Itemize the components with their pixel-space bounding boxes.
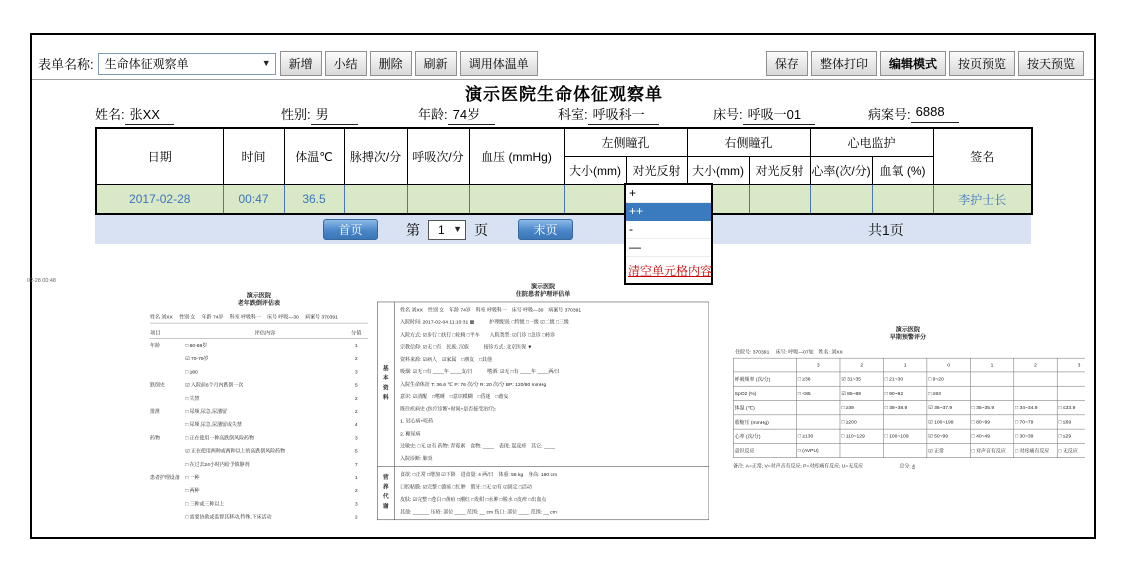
vitals-cell[interactable]: 2017-02-28	[96, 185, 223, 215]
preview1-row	[150, 444, 368, 457]
toolbar-button[interactable]: 保存	[766, 51, 808, 76]
vitals-cell[interactable]: 00:47	[223, 185, 284, 215]
preview1-item: □ ≥80	[185, 368, 198, 375]
preview1-category	[150, 391, 185, 404]
vitals-header: 签名	[933, 128, 1032, 185]
patient-field-value: 呼吸一01	[743, 104, 815, 125]
preview1-row	[150, 484, 368, 497]
preview3-cell: □ 34~34.9	[1014, 400, 1057, 414]
preview-nursing-assessment-form[interactable]	[377, 283, 709, 535]
preview1-score: 2	[354, 395, 358, 401]
preview1-row	[150, 418, 368, 431]
preview1-col-score: 分值	[351, 329, 362, 336]
preview3-row	[733, 400, 1085, 414]
preview3-cell: □ 40~49	[970, 429, 1013, 443]
preview3-cell: 心率 (次/分)	[733, 429, 796, 443]
preview3-cell: ☑ 31~35	[840, 372, 883, 386]
patient-field	[95, 104, 174, 125]
preview3-cell: □ ≥39	[840, 400, 883, 414]
vitals-header: 日期	[96, 128, 223, 185]
preview3-cell: □ 21~30	[883, 372, 926, 386]
preview1-row	[150, 510, 368, 523]
chevron-down-icon: ▼	[453, 224, 462, 234]
preview2-section2-label: 营养代谢	[378, 467, 395, 520]
preview3-header-cell: 3	[1057, 358, 1085, 372]
preview3-cell: □ 110~129	[840, 429, 883, 443]
vitals-cell[interactable]	[564, 185, 626, 215]
preview3-cell: □ ≤33.9	[1057, 400, 1085, 414]
preview1-score: 4	[354, 421, 358, 428]
preview1-row	[150, 457, 368, 470]
preview2-line: 资料来源: ☑病人 ☑家属 □朋友 □其他	[400, 356, 492, 362]
vitals-header: 呼吸次/分	[407, 128, 469, 185]
preview3-header-cell: 3	[797, 358, 840, 372]
preview2-section2-lines	[395, 467, 709, 520]
preview2-form-box	[377, 301, 709, 520]
vitals-cell[interactable]	[344, 185, 407, 215]
form-select-value: 生命体征观察单	[104, 57, 189, 71]
patient-field-label: 性别:	[281, 107, 311, 122]
toolbar-button[interactable]: 新增	[280, 51, 322, 76]
vitals-group-header: 左侧瞳孔	[564, 128, 687, 157]
vitals-header: 时间	[223, 128, 284, 185]
preview2-line: 宗教信仰: ☑无 □有 民族: 汉族 接诊方式: 北京医保 ▼	[400, 344, 533, 350]
preview3-header-cell	[733, 358, 796, 372]
preview3-cell	[883, 415, 926, 429]
preview1-item: ☑ 正在使用两种或两种以上的高跌倒风险药物	[185, 447, 286, 454]
toolbar-button[interactable]: 调用体温单	[460, 51, 538, 76]
preview3-cell: □ 90~92	[883, 386, 926, 400]
preview2-line: 吸烟: ☑无 □有 ____年 ____支/日 嗜酒: ☑无 □有 ____年 ____两/日	[400, 368, 560, 375]
preview3-cell: ☑ 36~37.9	[927, 400, 970, 414]
page-suffix-label: 页	[474, 221, 488, 238]
chevron-down-icon: ▼	[261, 58, 271, 68]
preview1-item: □ 尿频,尿急,尿潴留	[185, 408, 227, 414]
preview3-content	[733, 326, 1083, 469]
preview3-cell: 收缩压 (mmHg)	[733, 415, 796, 429]
cell-options-dropdown	[624, 183, 713, 285]
patient-field-label: 科室:	[558, 107, 588, 122]
vitals-group-header: 右侧瞳孔	[687, 128, 810, 157]
vitals-subheader: 大小(mm)	[564, 157, 626, 185]
preview1-score: 5	[354, 381, 358, 388]
vitals-data-row	[96, 185, 1032, 215]
preview3-footnote: 备注: A=正常; V=对声音有反应; P=对疼痛有反应; U=无反应	[733, 462, 864, 469]
preview2-line: 其他: ______ 压疮: 部位 ____ 范围: __ cm 伤口: 部位 ____ 范围: __ cm	[400, 508, 557, 515]
preview1-patient-line: 姓名 刘XX 性别 女 年龄 74岁 科室 呼吸科一 床号 呼吸—30 病案号 370391	[150, 313, 368, 323]
preview3-cell: □ 无反应	[1057, 443, 1085, 457]
vitals-header: 体温℃	[284, 128, 344, 185]
toolbar-left	[38, 51, 538, 76]
preview1-content	[150, 292, 368, 523]
preview3-cell: ☑ 100~199	[927, 415, 970, 429]
preview3-row	[733, 429, 1085, 443]
preview3-cell: □ 100~109	[883, 429, 926, 443]
dropdown-option[interactable]: —	[626, 239, 711, 257]
preview3-hospital-title: 演示医院	[895, 326, 920, 334]
preview3-cell: □ (AVPU)	[797, 443, 840, 457]
toolbar-button[interactable]: 整体打印	[811, 51, 877, 76]
last-page-button[interactable]: 末页	[518, 219, 573, 240]
preview3-cell: □ ≥130	[797, 429, 840, 443]
preview1-score: 3	[354, 434, 358, 441]
patient-field	[868, 104, 959, 123]
page-number-value: 1	[438, 222, 445, 237]
preview3-cell	[970, 372, 1013, 386]
toolbar-left-buttons	[280, 51, 538, 76]
preview1-score: 7	[354, 461, 358, 467]
vitals-cell[interactable]	[407, 185, 469, 215]
preview3-cell	[797, 400, 840, 414]
preview2-line: 过敏史: □无 ☑有 药物: 青霉素 食物: ____ 表现: 起皮疹 其它: ____	[400, 443, 555, 449]
preview2-content	[377, 283, 709, 520]
toolbar-button[interactable]: 按页预览	[949, 51, 1015, 76]
preview3-cell	[883, 443, 926, 457]
patient-field-value: 张XX	[125, 104, 174, 125]
preview3-cell	[1057, 372, 1085, 386]
first-page-button[interactable]: 首页	[323, 219, 378, 240]
preview2-section-nutrition	[378, 466, 709, 519]
preview2-line: 食欲: □正常 □增加 ☑下降 进食量: 4 两/日 体重: 56 kg 身高: 160 cm	[400, 471, 558, 478]
preview2-line: 1. 冠心病+吃药	[400, 418, 434, 424]
vitals-subheader: 对光反射	[626, 157, 687, 185]
preview3-score-table	[733, 358, 1085, 458]
preview2-form-title: 住院患者护理评估单	[515, 291, 571, 299]
preview1-item: ☑ 入院前6个月内跌倒一次	[185, 381, 244, 388]
preview3-row	[733, 372, 1085, 386]
patient-field-value: 6888	[911, 104, 959, 123]
preview1-col-project: 项目	[150, 329, 161, 336]
patient-field	[558, 104, 659, 125]
preview1-category	[150, 497, 185, 510]
dropdown-option[interactable]: +	[626, 185, 711, 203]
preview1-category	[150, 352, 185, 365]
preview1-category	[150, 510, 185, 523]
vitals-cell[interactable]: 李护士长	[933, 185, 1032, 215]
preview1-item: □ 三种或三种以上	[185, 500, 225, 507]
vitals-subheader: 对光反射	[749, 157, 810, 185]
preview3-cell	[1014, 372, 1057, 386]
preview2-section1-label: 基本资料	[378, 302, 395, 466]
preview1-hospital-title: 演示医院	[246, 292, 271, 300]
toolbar-button[interactable]: 按天预览	[1018, 51, 1084, 76]
preview3-cell	[970, 386, 1013, 400]
preview3-cell: ☑ 50~99	[927, 429, 970, 443]
preview3-cell: □ ≥200	[840, 415, 883, 429]
patient-field-label: 年龄:	[418, 107, 448, 122]
preview1-item: □ 需要协助或监督其移动,特殊,下床活动	[185, 513, 272, 520]
vitals-cell[interactable]	[749, 185, 810, 215]
preview2-line: 意识: ☑清醒 □嗜睡 □意识模糊 □昏迷 □谵妄	[400, 393, 509, 400]
preview1-category: 排泄	[150, 408, 160, 414]
preview1-row	[150, 339, 368, 352]
preview1-score: 2	[354, 408, 358, 414]
vitals-cell[interactable]: 36.5	[284, 185, 344, 215]
preview1-item: □ 60-69岁	[185, 342, 208, 348]
patient-field	[418, 104, 495, 125]
preview1-category: 年龄	[150, 342, 160, 348]
vitals-subheader: 大小(mm)	[687, 157, 749, 185]
preview1-score: 1	[354, 342, 358, 348]
preview3-cell: □ 35~35.9	[970, 400, 1013, 414]
preview3-cell	[1057, 386, 1085, 400]
preview1-category: 患者护理设备	[150, 474, 180, 480]
preview2-line: 皮肤: ☑完整 □苍白 □黄疸 □潮红 □发绀 □水肿 □脱水 □皮疹 □出血点	[400, 496, 547, 502]
page-title: 演示医院生命体征观察单	[465, 85, 663, 104]
preview3-cell: □ ≥93	[927, 386, 970, 400]
patient-field-label: 病案号:	[868, 107, 911, 122]
preview2-line: 既往疾病史 (医疗诊断+时间+是否接受治疗):	[400, 405, 497, 412]
preview3-header-cell: 0	[927, 358, 970, 372]
toolbar-button[interactable]: 删除	[370, 51, 412, 76]
preview1-row	[150, 378, 368, 391]
preview3-cell: SpO2 (%)	[733, 386, 796, 400]
preview1-item: □ 在过去24小时内给予镇静剂	[185, 461, 250, 467]
preview1-score: 3	[354, 500, 358, 507]
preview3-cell: □ ≤69	[1057, 415, 1085, 429]
vitals-cell[interactable]	[872, 185, 933, 215]
preview2-line: 2. 糖尿病	[400, 430, 421, 437]
preview1-score: 3	[354, 368, 358, 375]
page-number-select[interactable]	[428, 220, 466, 240]
dropdown-option[interactable]: ++	[626, 203, 711, 221]
preview3-cell: □ <85	[797, 386, 840, 400]
preview3-cell: □ 9~20	[927, 372, 970, 386]
patient-field-value: 74岁	[448, 104, 495, 125]
preview3-cell: □ 80~99	[970, 415, 1013, 429]
vitals-group-header: 心电监护	[810, 128, 933, 157]
preview2-line: 入院时间: 2017-02-04 11:10:31 ▦ 护理级别: □特级 □一级 ☑二级 □三级	[400, 319, 569, 325]
preview3-cell	[840, 443, 883, 457]
preview1-form-title: 老年跌倒评估表	[237, 300, 281, 308]
patient-field-value: 呼吸科一	[588, 104, 659, 125]
vitals-cell[interactable]	[810, 185, 872, 215]
vitals-subheader: 血氧 (%)	[872, 157, 933, 185]
form-name-label: 表单名称:	[38, 57, 94, 72]
preview1-col-item: 评估内容	[254, 329, 276, 336]
toolbar-button[interactable]: 小结	[325, 51, 367, 76]
preview2-line: 入院生命体征 T: 36.6 ℃ P: 76 次/分 R: 20 次/分 BP: 120/80 mmHg	[400, 381, 547, 387]
vitals-header: 脉搏次/分	[344, 128, 407, 185]
patient-field-label: 姓名:	[95, 107, 125, 122]
preview-early-warning-score[interactable]	[733, 326, 1085, 494]
preview3-header-cell: 1	[970, 358, 1013, 372]
preview3-cell	[797, 415, 840, 429]
preview3-footer	[733, 462, 1083, 469]
preview2-line: 入院诊断: 肺炎	[400, 455, 433, 461]
preview3-cell: □ ≥36	[797, 372, 840, 386]
patient-field-value: 男	[311, 104, 358, 125]
toolbar-button[interactable]: 编辑模式	[880, 51, 946, 76]
preview1-row	[150, 365, 368, 378]
dropdown-options	[626, 185, 711, 257]
preview3-cell: ☑ 85~89	[840, 386, 883, 400]
preview1-rows	[150, 339, 368, 524]
preview3-cell: 意识反应	[733, 443, 796, 457]
preview1-score: 5	[354, 447, 358, 454]
preview1-item: □ 一种	[185, 474, 200, 480]
preview2-hospital-title: 演示医院	[531, 283, 556, 291]
vitals-header: 血压 (mmHg)	[469, 128, 564, 185]
preview3-cell: □ 70~79	[1014, 415, 1057, 429]
preview-timestamp: 02-28 00:48	[27, 277, 56, 283]
preview2-line: 入院方式: ☑步行 □扶行 □轮椅 □平车 入院类型: ☑门诊 □急诊 □转诊	[400, 331, 556, 338]
preview3-cell: □ 30~39	[1014, 429, 1057, 443]
preview3-cell: □ 38~38.9	[883, 400, 926, 414]
preview3-cell: □ ≤29	[1057, 429, 1085, 443]
preview3-header-cell: 2	[1014, 358, 1057, 372]
preview1-item: ☑ 70-79岁	[185, 355, 209, 362]
patient-field	[713, 104, 815, 125]
preview1-item: □ 尿频,尿急,尿潴留或失禁	[185, 421, 242, 428]
preview1-category	[150, 457, 185, 470]
preview2-line: 口腔粘膜: ☑完整 □溃疡 □红肿 假牙: □无 ☑有 ☑固定 □活动	[400, 484, 532, 490]
preview2-section-basic	[378, 302, 709, 466]
patient-info-row	[95, 104, 1035, 124]
preview3-cell	[1014, 386, 1057, 400]
preview3-patient-line: 住院号: 370391 床号: 呼吸—07加 姓名: 刘XX	[735, 348, 843, 355]
preview1-category	[150, 365, 185, 378]
preview1-row	[150, 391, 368, 404]
preview1-row	[150, 352, 368, 365]
dropdown-clear-option[interactable]: 清空单元格内容	[628, 264, 713, 278]
total-pages-label: 共1页	[868, 222, 904, 238]
preview1-item: □ 失禁	[185, 395, 200, 401]
preview3-row	[733, 443, 1085, 457]
preview1-score: 2	[354, 487, 358, 494]
preview3-row	[733, 415, 1085, 429]
preview1-row	[150, 497, 368, 510]
preview1-row	[150, 405, 368, 418]
preview1-category: 跌倒史	[150, 381, 165, 388]
pagination-bar	[95, 215, 1031, 244]
preview3-cell: □ 对疼痛有反应	[1014, 443, 1057, 457]
dropdown-option[interactable]: -	[626, 221, 711, 239]
toolbar-button[interactable]: 刷新	[415, 51, 457, 76]
preview3-cell: □ 对声音有反应	[970, 443, 1013, 457]
preview3-cell: 体温 (℃)	[733, 400, 796, 414]
patient-field-label: 床号:	[713, 107, 743, 122]
vitals-subheader: 心率(次/分)	[810, 157, 872, 185]
preview3-total: 总分: 4	[899, 462, 915, 469]
vitals-table	[95, 127, 1033, 215]
preview1-category	[150, 418, 185, 431]
patient-field	[281, 104, 358, 125]
preview3-cell: 呼吸频率 (次/分)	[733, 372, 796, 386]
preview1-category: 药物	[150, 434, 160, 441]
preview1-row	[150, 431, 368, 444]
preview1-score: 2	[354, 355, 358, 362]
preview2-section1-lines	[395, 302, 709, 466]
preview1-item: □ 正在使用一种高跌倒风险药物	[185, 434, 254, 441]
preview-fall-assessment-form[interactable]	[150, 292, 368, 536]
preview1-score: 2	[354, 513, 358, 520]
preview3-header-cell: 2	[840, 358, 883, 372]
toolbar-right-buttons	[766, 51, 1084, 76]
preview3-row	[733, 386, 1085, 400]
preview3-cell: ☑ 正常	[927, 443, 970, 457]
vitals-cell[interactable]	[469, 185, 564, 215]
preview1-category	[150, 484, 185, 497]
preview1-category	[150, 444, 185, 457]
preview2-patient-line: 姓名 刘XX 性别 女 年龄 74岁 科室 呼吸科一 床号 呼吸—30 病案号 370391	[400, 306, 582, 313]
preview3-header-cell: 1	[883, 358, 926, 372]
preview1-item: □ 两种	[185, 487, 200, 494]
preview1-score: 1	[354, 474, 358, 480]
preview1-row	[150, 471, 368, 484]
page-prefix-label: 第	[406, 221, 420, 238]
preview1-table-header	[150, 326, 368, 339]
form-select[interactable]	[98, 53, 276, 75]
preview3-form-title: 早期预警评分	[889, 334, 927, 342]
